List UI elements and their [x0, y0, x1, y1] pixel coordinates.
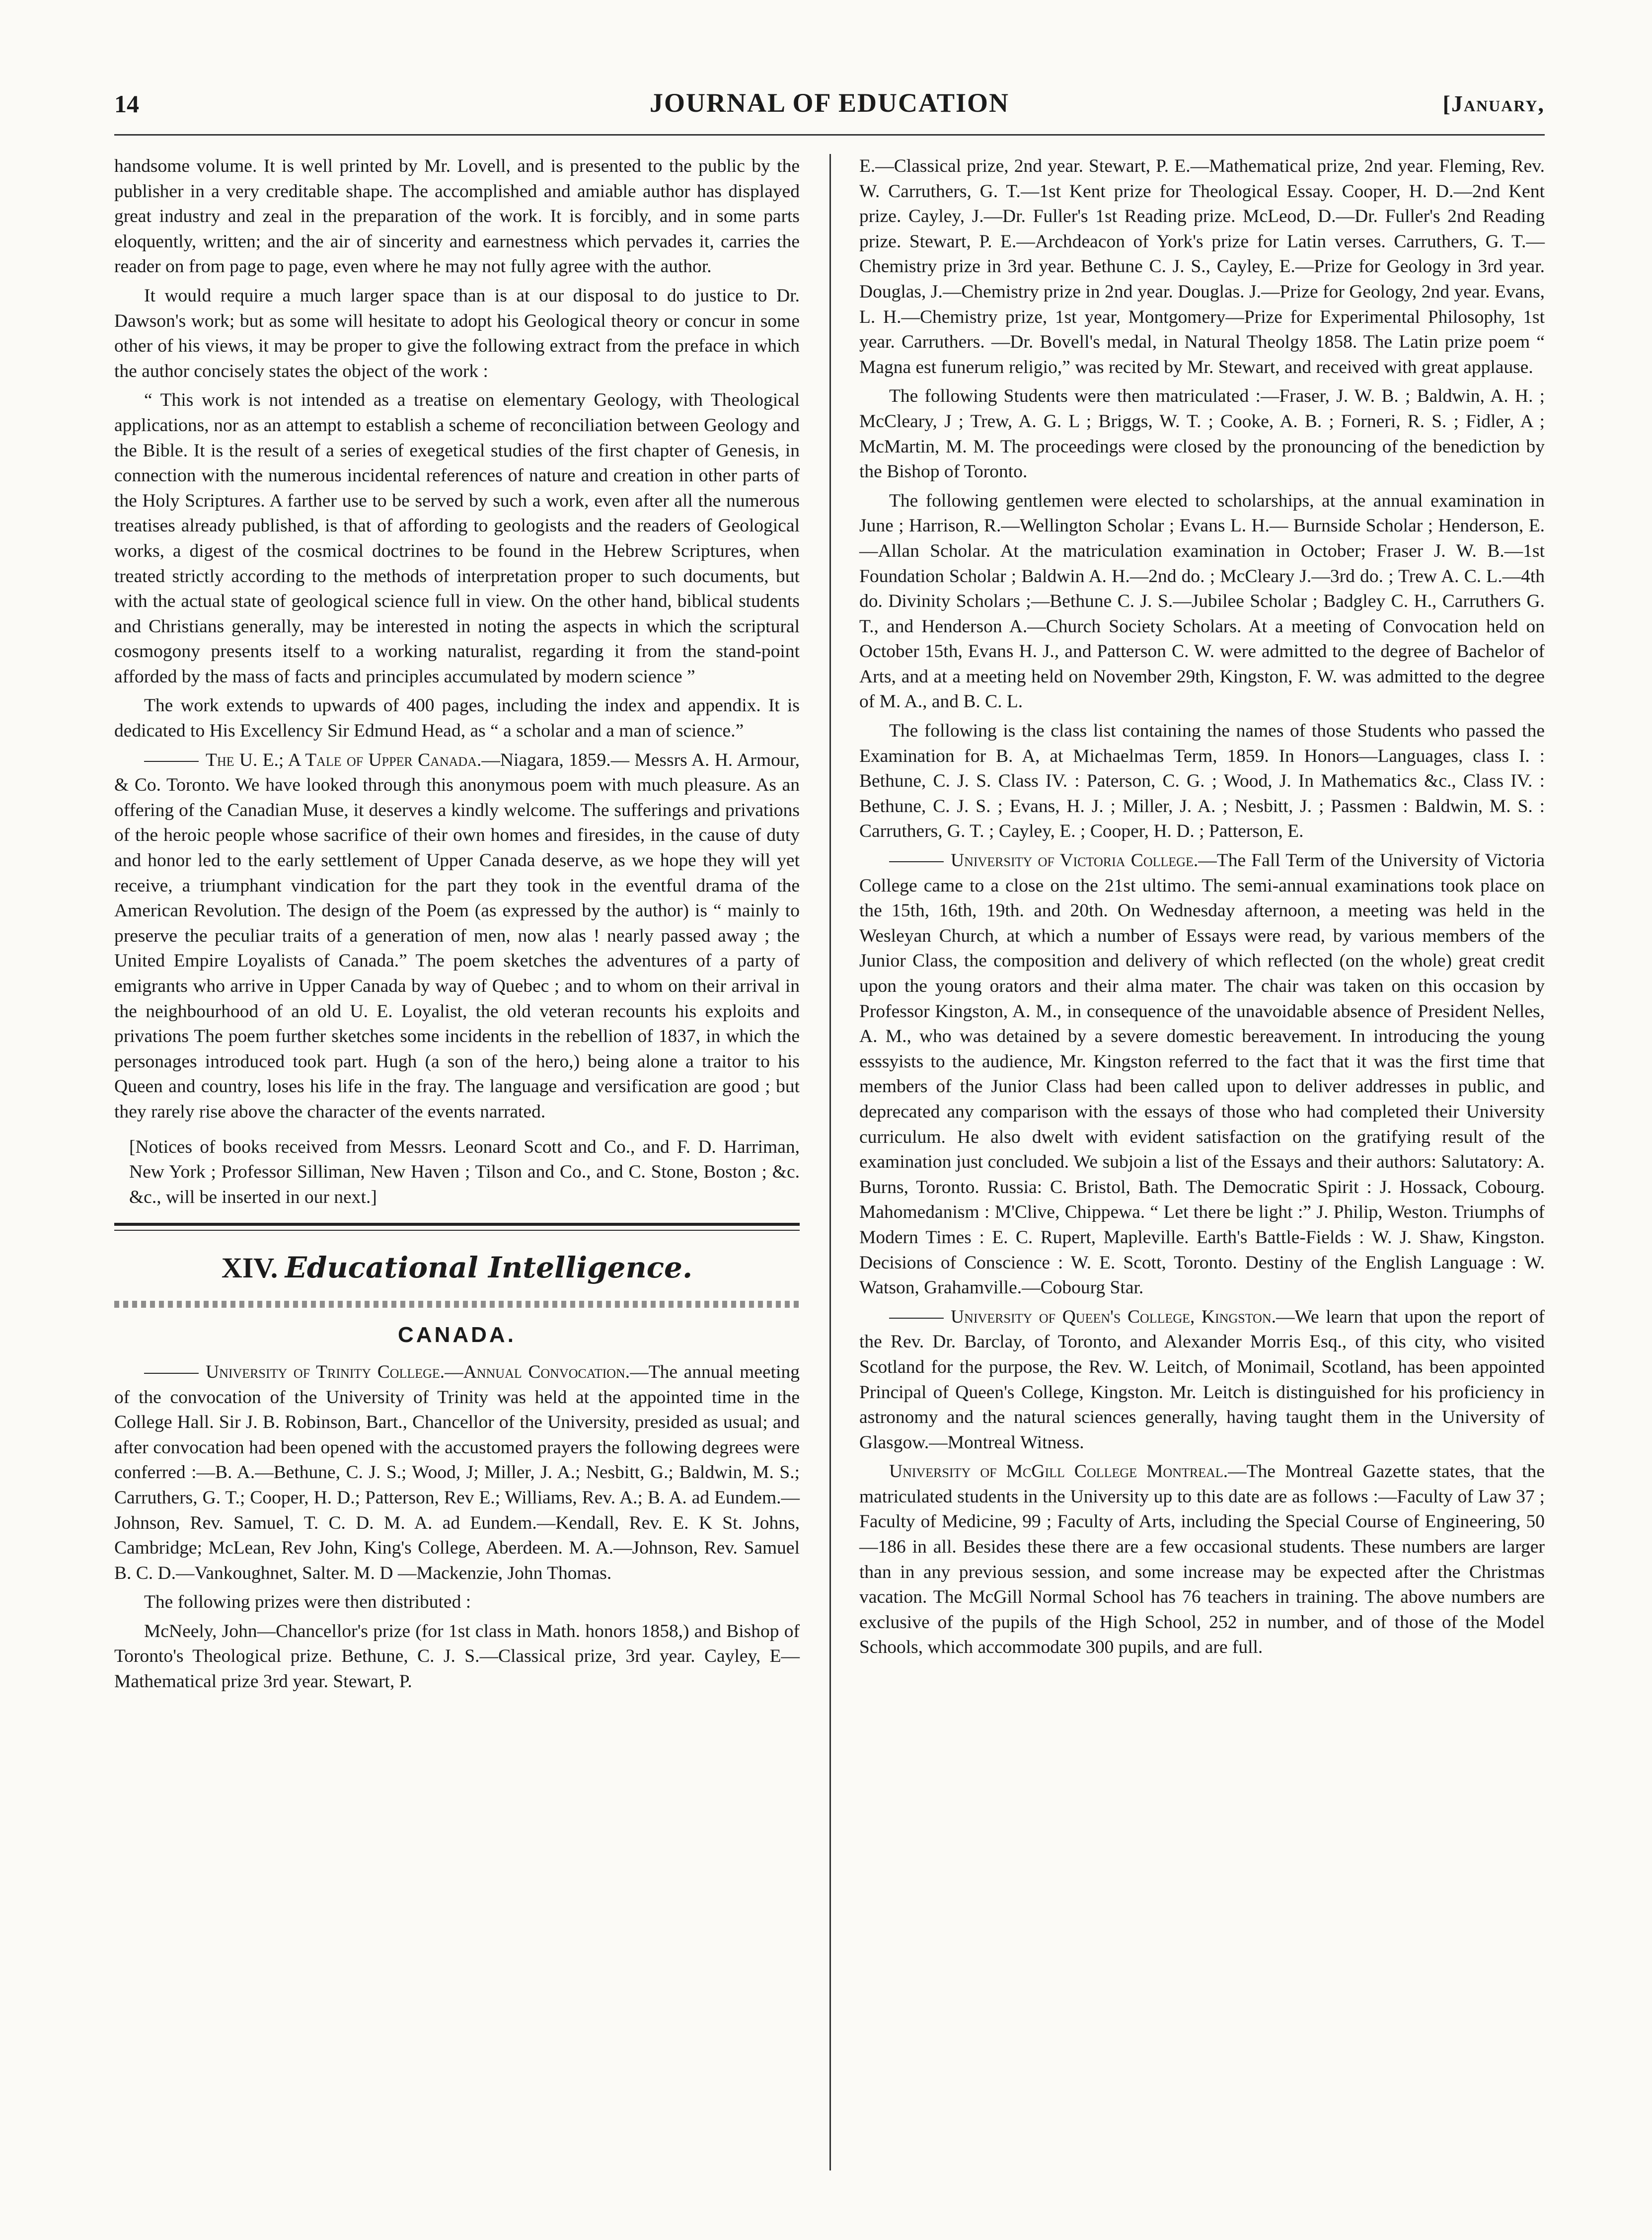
header-rule — [114, 134, 1545, 136]
quoted-extract: “ This work is not intended as a treatise on elementary Geology, with Theological applications, nor as an attempt to establish a scheme of reconciliation between Geology and the Bible. It is the result of a series of exegetical studies of the first chapter of Genesis, in connection with the numerous incidental references of nature and creation in other parts of the Holy Scriptures. A farther use to be served by such a work, even after all the numerous treatises already published, is that of affording to geologists and the readers of Geological works, a digest of the cosmical doctrines to be found in the Hebrew Scriptures, when treated strictly according to the methods of interpretation proper to such documents, but with the actual state of geological science full in view. On the other hand, biblical students and Christians generally, may be interested in noting the aspects in which the scriptural cosmogony presents itself to a working naturalist, regarding it from the stand-point afforded by the mass of facts and principles accumulated by modern science ” — [114, 390, 800, 687]
article-queens-college — [859, 1305, 1545, 1456]
paragraph: E.—Classical prize, 2nd year. Stewart, P. E.—Mathematical prize, 2nd year. Fleming, Rev. W. Carruthers, G. T.—1st Kent prize for Theological Essay. Cooper, H. D.—2nd Kent prize. Cayley, J.—Dr. Fuller's 1st Reading prize. McLeod, D.—Dr. Fuller's 2nd Reading prize. Stewart, P. E.—Archdeacon of York's prize for Latin verses. Carruthers, G. T.—Chemistry prize in 3rd year. Bethune C. J. S., Cayley, E.—Prize for Geology in 3rd year. Douglas, J.—Chemistry prize in 2nd year. Douglas. J.—Prize for Geology, 2nd year. Evans, L. H.—Chemistry prize, 1st year, Montgomery—Prize for Experimental Philosophy, 1st year. Carruthers. —Dr. Bovell's medal, in Natural Theolgy 1858. The Latin prize poem “ Magna est funerum religio,” was recited by Mr. Stewart, and received with great applause. — [859, 156, 1545, 377]
article-body: —The Fall Term of the University of Victoria College came to a close on the 21st ultimo. The semi-annual examinations took place on the 15th, 16th, 19th. and 20th. On Wednesday afternoon, a meeting was held in the Wesleyan Church, at which a number of Essays were read, by various members of the Junior Class, the composition and delivery of which reflected (on the whole) great credit upon the young orators and their alma mater. The chair was taken on this occasion by Professor Kingston, A. M., in consequence of the unavoidable absence of President Nelles, A. M., who was detained by a severe domestic bereavement. In introducing the young esssyists to the audience, Mr. Kingston referred to the fact that it was the first time that members of the Junior Class had been called upon to deliver addresses in public, and deprecated any comparison with the essays of those who had completed their University curriculum. He also dwelt with evident satisfaction on the gratifying result of the examination just concluded. We subjoin a list of the Essays and their authors: Salutatory: A. Burns, Toronto. Russia: C. Bristol, Bath. The Democratic Spirit : J. Hossack, Cobourg. Mahomedanism : M'Clive, Chippewa. “ Let there be light :” J. Philip, Weston. Triumphs of Modern Times : E. C. Rupert, Mapleville. Earth's Battle-Fields : W. J. Shaw, Kingston. Decisions of Conscience : W. E. Scott, Toronto. Destiny of the English Language : W. Watson, Grahamville.—Cobourg Star. — [859, 850, 1545, 1298]
paragraph: The following Students were then matriculated :—Fraser, J. W. B. ; Baldwin, A. H. ; McCleary, J ; Trew, A. G. L ; Briggs, W. T. ; Cooke, A. B. ; Forneri, R. S. ; Fidler, A ; McMartin, M. M. The proceedings were closed by the pronouncing of the benediction by the Bishop of Toronto. — [859, 386, 1545, 482]
journal-page — [114, 84, 1545, 2185]
article-heading: University of McGill College Montreal. — [889, 1461, 1228, 1482]
running-month: [January, — [1442, 91, 1545, 116]
section-title: Educational Intelligence. — [285, 1251, 693, 1285]
notice-body: —Niagara, 1859.— Messrs A. H. Armour, & Co. Toronto. We have looked through this anonymous poem with much pleasure. As an offering of the Canadian Muse, it deserves a kindly welcome. The sufferings and privations of the heroic people whose sacrifice of their own homes and firesides, in the cause of duty and honor led to the early settlement of Upper Canada deserve, as we hope they will yet receive, a triumphant vindication for the part they took in the eventful drama of the American Revolution. The design of the Poem (as expressed by the author) is “ mainly to preserve the peculiar traits of a generation of men, now alas ! nearly passed away ; the United Empire Loyalists of Canada.” The poem sketches the adventures of a party of emigrants who arrive in Upper Canada by way of Quebec ; and to whom on their arrival in the neighbourhood of an old U. E. Loyalist, the old veteran recounts his exploits and privations The poem further sketches some incidents in the rebellion of 1837, in which the personages introduced took part. Hugh (a son of the hero,) being alone a traitor to his Queen and country, loses his life in the fray. The language and versification are good ; but they rarely rise above the character of the events narrated. — [114, 749, 800, 1122]
article-victoria-college — [859, 848, 1545, 1301]
article-heading: University of Trinity College.—Annual Convocation. — [206, 1361, 630, 1382]
column-divider — [829, 154, 831, 2170]
book-notice-u-e — [114, 748, 800, 1125]
article-heading: University of Queen's College, Kingston. — [951, 1306, 1277, 1327]
notice-heading: The U. E.; A Tale of Upper Canada. — [206, 749, 482, 770]
ornamental-rule — [114, 1301, 800, 1308]
subsection-heading: CANADA. — [398, 1323, 516, 1347]
paragraph: The following prizes were then distributed : — [144, 1592, 471, 1613]
paragraph: McNeely, John—Chancellor's prize (for 1st class in Math. honors 1858,) and Bishop of Toronto's Theological prize. Bethune, C. J. S.—Classical prize, 3rd year. Cayley, E—Mathematical prize 3rd year. Stewart, P. — [114, 1621, 800, 1692]
right-column — [859, 154, 1545, 1664]
page-header — [114, 84, 1545, 129]
em-rule — [889, 1318, 944, 1319]
article-trinity-college — [114, 1360, 800, 1586]
paragraph: handsome volume. It is well printed by Mr. Lovell, and is presented to the public by the publisher in a very creditable shape. The accomplished and amiable author has displayed great industry and zeal in the preparation of the work. It is forcibly, and in some parts eloquently, written; and the air of sincerity and earnestness which pervades it, carries the reader on from page to page, even where he may not fully agree with the author. — [114, 156, 800, 277]
paragraph: It would require a much larger space than is at our disposal to do justice to Dr. Dawson's work; but as some will hesitate to adopt his Geological theory or concur in some other of his views, it may be proper to give the following extract from the preface in which the author concisely states the object of the work : — [114, 285, 800, 381]
paragraph: The work extends to upwards of 400 pages, including the index and appendix. It is dedicated to His Excellency Sir Edmund Head, as “ a scholar and a man of science.” — [114, 695, 800, 742]
paragraph: The following gentlemen were elected to scholarships, at the annual examination in June ; Harrison, R.—Wellington Scholar ; Evans L. H.— Burnside Scholar ; Henderson, E.—Allan Scholar. At the matriculation examination in October; Fraser J. W. B.—1st Foundation Scholar ; Baldwin A. H.—2nd do. ; McCleary J.—3rd do. ; Trew A. C. L.—4th do. Divinity Scholars ;—Bethune C. J. S.—Jubilee Scholar ; Badgley C. H., Carruthers G. T., and Henderson A.—Church Society Scholars. At a meeting of Convocation held on October 15th, Evans H. J., and Patterson C. W. were admitted to the degree of Bachelor of Arts, and at a meeting held on November 29th, Kingston, F. W. was admitted to the degree of M. A., and B. C. L. — [859, 490, 1545, 712]
section-heading — [114, 1248, 800, 1288]
article-body: —The Montreal Gazette states, that the matriculated students in the University up to this date are as follows :—Faculty of Law 37 ; Faculty of Medicine, 99 ; Faculty of Arts, including the Special Course of Engineering, 50—186 in all. Besides these there are a few occasional students. These numbers are larger than in any previous session, and some increase may be expected after the Christmas vacation. The McGill Normal School has 76 teachers in training. The above numbers are exclusive of the pupils of the High School, 252 in number, and of those of the Model Schools, which accommodate 300 pupils, and are full. — [859, 1461, 1545, 1658]
notices-bracket: [Notices of books received from Messrs. Leonard Scott and Co., and F. D. Harriman, New York ; Professor Silliman, New Haven ; Tilson and Co., and C. Stone, Boston ; &c. &c., will be inserted in our next.] — [129, 1136, 800, 1207]
em-rule — [144, 761, 199, 762]
section-number: XIV. — [221, 1252, 278, 1284]
running-title: JOURNAL OF EDUCATION — [649, 88, 1010, 118]
article-heading: University of Victoria College. — [951, 850, 1199, 871]
em-rule — [144, 1373, 199, 1374]
left-column — [114, 154, 800, 1699]
em-rule — [889, 861, 944, 862]
article-mcgill-college — [859, 1459, 1545, 1660]
article-body: —We learn that upon the report of the Rev. Dr. Barclay, of Toronto, and Alexander Morris Esq., of this city, who visited Scotland for the purpose, the Rev. W. Leitch, of Monimail, Scotland, has been appointed Principal of Queen's College, Kingston. Mr. Leitch is distinguished for his proficiency in astronomy and the natural sciences generally, having taught them in the University of Glasgow.—Montreal Witness. — [859, 1306, 1545, 1453]
paragraph: The following is the class list containing the names of those Students who passed the Examination for B. A, at Michaelmas Term, 1859. In Honors—Languages, class I. : Bethune, C. J. S. Class IV. : Paterson, C. G. ; Wood, J. In Mathematics &c., Class IV. : Bethune, C. J. S. ; Evans, H. J. ; Miller, J. A. ; Nesbitt, J. ; Passmen : Baldwin, M. S. : Carruthers, G. T. ; Cayley, E. ; Cooper, H. D. ; Patterson, E. — [859, 721, 1545, 842]
article-body: —The annual meeting of the convocation of the University of Trinity was held at the appointed time in the College Hall. Sir J. B. Robinson, Bart., Chancellor of the University, presided as usual; and after convocation had been opened with the accustomed prayers the following degrees were conferred :—B. A.—Bethune, C. J. S.; Wood, J; Miller, J. A.; Nesbitt, G.; Baldwin, M. S.; Carruthers, G. T.; Cooper, H. D.; Patterson, Rev E.; Williams, Rev. A.; B. A. ad Eundem.—Johnson, Rev. Samuel, T. C. D. M. A. ad Eundem.—Kendall, Rev. E. K St. Johns, Cambridge; McLean, Rev John, King's College, Aberdeen. M. A.—Johnson, Rev. Samuel B. C. D.—Vankoughnet, Salter. M. D —Mackenzie, John Thomas. — [114, 1361, 800, 1583]
page-number: 14 — [114, 90, 139, 118]
section-rule — [114, 1223, 800, 1231]
